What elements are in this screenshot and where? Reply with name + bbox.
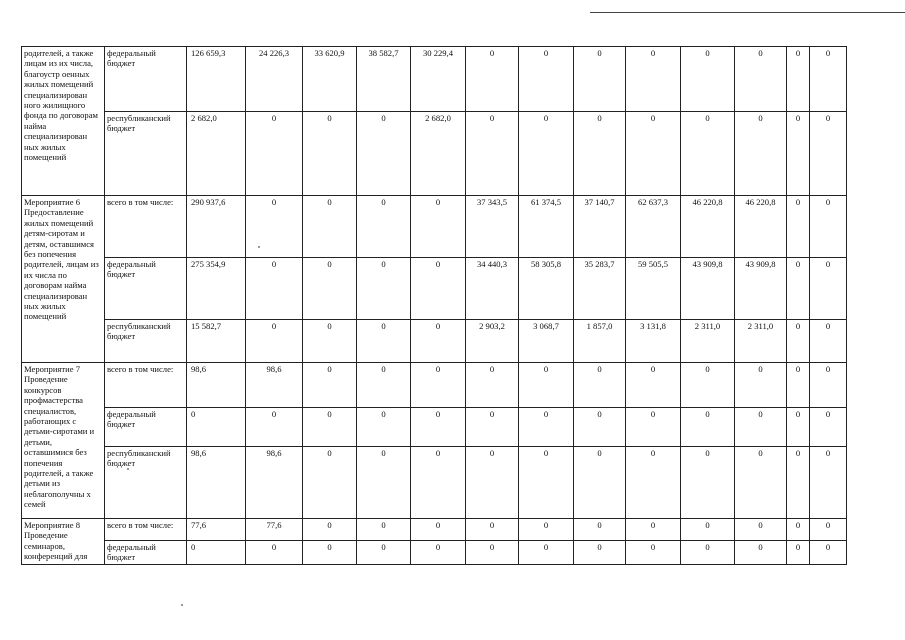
year-amount-cell: 2 311,0 [681,320,735,363]
year-amount-cell: 3 131,8 [626,320,681,363]
measure-description: Мероприятие 6 Предоставление жилых помещений детям-сиротам и детям, оставшимся без попечения родителей, лицам из их числа по договорам найма специализирован ных жилых помещений [22,196,105,363]
year-amount-cell: 0 [681,112,735,196]
year-amount-cell: 30 229,4 [411,47,466,112]
year-amount-cell: 0 [357,363,411,408]
budget-table-body [22,47,847,565]
year-amount-cell: 0 [810,196,847,258]
year-amount-cell: 0 [519,47,574,112]
table-row [22,47,847,112]
total-amount-cell: 15 582,7 [187,320,246,363]
year-amount-cell: 0 [787,519,810,541]
total-amount-cell: 2 682,0 [187,112,246,196]
measure-description: родителей, а также лицам из их числа, благоустр оенных жилых помещений специализирован ного жилищного фонда по договорам найма специализирован ных жилых помещений [22,47,105,196]
funding-source: всего в том числе: [105,363,187,408]
year-amount-cell: 0 [303,320,357,363]
year-amount-cell: 0 [626,408,681,447]
year-amount-cell: 0 [787,408,810,447]
year-amount-cell: 0 [735,541,787,565]
year-amount-cell: 0 [411,447,466,519]
funding-source: всего в том числе: [105,519,187,541]
year-amount-cell: 0 [519,408,574,447]
year-amount-cell: 34 440,3 [466,258,519,320]
year-amount-cell: 0 [519,541,574,565]
year-amount-cell: 0 [626,519,681,541]
total-amount-cell: 0 [187,408,246,447]
year-amount-cell: 0 [681,47,735,112]
year-amount-cell: 0 [574,408,626,447]
year-amount-cell: 0 [303,447,357,519]
year-amount-cell: 0 [626,447,681,519]
year-amount-cell: 0 [810,519,847,541]
year-amount-cell: 0 [735,519,787,541]
year-amount-cell: 58 305,8 [519,258,574,320]
year-amount-cell: 0 [246,258,303,320]
year-amount-cell: 0 [303,112,357,196]
funding-source: республиканский бюджет [105,112,187,196]
funding-source: федеральный бюджет [105,47,187,112]
year-amount-cell: 1 857,0 [574,320,626,363]
year-amount-cell: 0 [411,519,466,541]
scan-speck [181,604,183,606]
year-amount-cell: 0 [411,196,466,258]
year-amount-cell: 0 [246,196,303,258]
year-amount-cell: 0 [519,447,574,519]
funding-source: всего в том числе: [105,196,187,258]
year-amount-cell: 0 [810,363,847,408]
budget-table [21,46,847,565]
year-amount-cell: 0 [466,408,519,447]
table-row [22,196,847,258]
year-amount-cell: 0 [411,408,466,447]
year-amount-cell: 0 [411,363,466,408]
table-row [22,258,847,320]
year-amount-cell: 0 [246,320,303,363]
year-amount-cell: 0 [303,196,357,258]
total-amount-cell: 77,6 [187,519,246,541]
table-row [22,408,847,447]
year-amount-cell: 0 [357,258,411,320]
year-amount-cell: 0 [466,447,519,519]
year-amount-cell: 59 505,5 [626,258,681,320]
year-amount-cell: 37 140,7 [574,196,626,258]
table-row [22,447,847,519]
year-amount-cell: 38 582,7 [357,47,411,112]
year-amount-cell: 0 [357,447,411,519]
year-amount-cell: 0 [681,447,735,519]
year-amount-cell: 0 [810,258,847,320]
total-amount-cell: 0 [187,541,246,565]
year-amount-cell: 0 [735,408,787,447]
year-amount-cell: 0 [810,447,847,519]
year-amount-cell: 0 [246,112,303,196]
year-amount-cell: 0 [519,519,574,541]
funding-source: республиканский бюджет [105,447,187,519]
year-amount-cell: 0 [787,196,810,258]
year-amount-cell: 0 [519,363,574,408]
year-amount-cell: 0 [357,541,411,565]
year-amount-cell: 98,6 [246,363,303,408]
year-amount-cell: 0 [519,112,574,196]
funding-source: федеральный бюджет [105,408,187,447]
year-amount-cell: 0 [466,363,519,408]
year-amount-cell: 0 [810,112,847,196]
year-amount-cell: 0 [574,47,626,112]
year-amount-cell: 0 [357,112,411,196]
year-amount-cell: 43 909,8 [681,258,735,320]
year-amount-cell: 62 637,3 [626,196,681,258]
year-amount-cell: 0 [303,363,357,408]
funding-source: федеральный бюджет [105,258,187,320]
year-amount-cell: 0 [303,541,357,565]
year-amount-cell: 0 [787,258,810,320]
year-amount-cell: 98,6 [246,447,303,519]
year-amount-cell: 0 [787,363,810,408]
page-top-rule [590,12,905,13]
year-amount-cell: 0 [411,541,466,565]
total-amount-cell: 290 937,6 [187,196,246,258]
table-row [22,363,847,408]
year-amount-cell: 0 [303,408,357,447]
year-amount-cell: 77,6 [246,519,303,541]
year-amount-cell: 0 [681,541,735,565]
year-amount-cell: 0 [787,47,810,112]
year-amount-cell: 0 [466,47,519,112]
year-amount-cell: 24 226,3 [246,47,303,112]
year-amount-cell: 35 283,7 [574,258,626,320]
year-amount-cell: 2 903,2 [466,320,519,363]
year-amount-cell: 0 [574,112,626,196]
year-amount-cell: 0 [810,47,847,112]
year-amount-cell: 0 [681,363,735,408]
year-amount-cell: 0 [357,196,411,258]
table-row [22,112,847,196]
funding-source: федеральный бюджет [105,541,187,565]
year-amount-cell: 0 [357,519,411,541]
table-row [22,541,847,565]
year-amount-cell: 0 [787,541,810,565]
year-amount-cell: 61 374,5 [519,196,574,258]
year-amount-cell: 0 [303,258,357,320]
year-amount-cell: 0 [357,408,411,447]
year-amount-cell: 0 [681,408,735,447]
year-amount-cell: 0 [411,320,466,363]
year-amount-cell: 0 [735,47,787,112]
total-amount-cell: 98,6 [187,447,246,519]
year-amount-cell: 0 [303,519,357,541]
year-amount-cell: 0 [787,320,810,363]
year-amount-cell: 0 [810,541,847,565]
total-amount-cell: 126 659,3 [187,47,246,112]
year-amount-cell: 0 [466,519,519,541]
year-amount-cell: 0 [626,363,681,408]
scan-speck [258,246,260,248]
year-amount-cell: 43 909,8 [735,258,787,320]
measure-description: Мероприятие 8 Проведение семинаров, конференций для [22,519,105,565]
year-amount-cell: 0 [246,408,303,447]
year-amount-cell: 3 068,7 [519,320,574,363]
year-amount-cell: 0 [357,320,411,363]
year-amount-cell: 0 [626,112,681,196]
total-amount-cell: 98,6 [187,363,246,408]
funding-source: республиканский бюджет [105,320,187,363]
year-amount-cell: 0 [411,258,466,320]
year-amount-cell: 33 620,9 [303,47,357,112]
year-amount-cell: 0 [466,541,519,565]
year-amount-cell: 0 [246,541,303,565]
year-amount-cell: 46 220,8 [681,196,735,258]
year-amount-cell: 0 [574,363,626,408]
total-amount-cell: 275 354,9 [187,258,246,320]
year-amount-cell: 0 [626,47,681,112]
year-amount-cell: 0 [787,447,810,519]
year-amount-cell: 0 [810,408,847,447]
year-amount-cell: 0 [735,363,787,408]
measure-description: Мероприятие 7 Проведение конкурсов профмастерства специалистов, работающих с детьми-сиротами и детьми, оставшимися без попечения родителей, а также детьми из неблагополучны х семей [22,363,105,519]
year-amount-cell: 2 682,0 [411,112,466,196]
scan-speck [127,468,129,470]
year-amount-cell: 46 220,8 [735,196,787,258]
year-amount-cell: 37 343,5 [466,196,519,258]
year-amount-cell: 0 [466,112,519,196]
year-amount-cell: 0 [735,447,787,519]
year-amount-cell: 0 [574,447,626,519]
table-row [22,320,847,363]
year-amount-cell: 2 311,0 [735,320,787,363]
table-row [22,519,847,541]
year-amount-cell: 0 [574,519,626,541]
year-amount-cell: 0 [574,541,626,565]
year-amount-cell: 0 [735,112,787,196]
year-amount-cell: 0 [787,112,810,196]
year-amount-cell: 0 [681,519,735,541]
year-amount-cell: 0 [810,320,847,363]
year-amount-cell: 0 [626,541,681,565]
